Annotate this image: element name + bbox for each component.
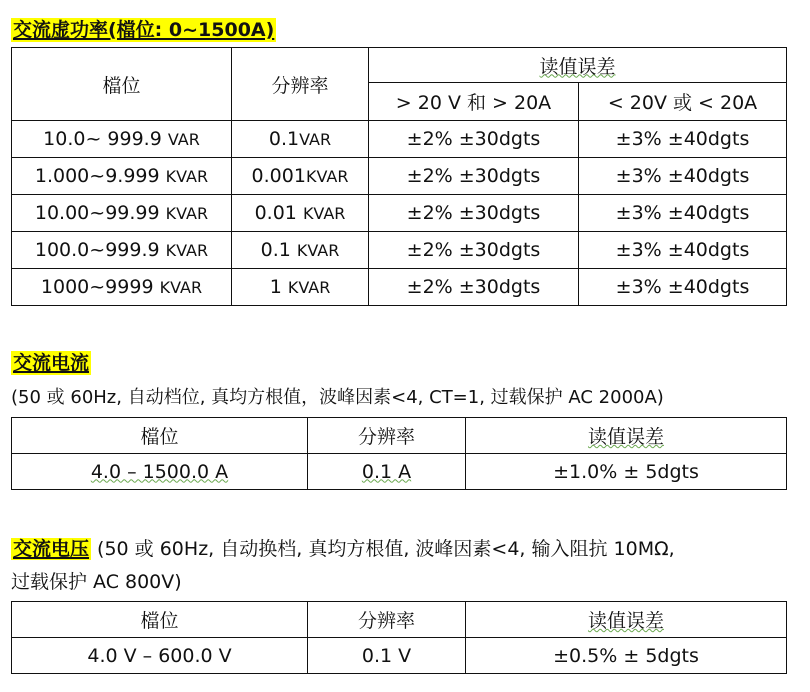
table-row [12, 232, 787, 269]
var-range-cell: 1.000~9.999 KVAR [12, 158, 232, 195]
var-acc-low-cell: ±3% ±40dgts [579, 269, 787, 306]
var-range-cell: 10.0~ 999.9 VAR [12, 121, 232, 158]
current-range-cell: 4.0 – 1500.0 A [12, 454, 308, 490]
var-acc-high-cell: ±2% ±30dgts [369, 269, 579, 306]
current-section-title: 交流电流 [13, 352, 90, 374]
voltage-section-note-line1: (50 或 60Hz, 自动换档, 真均方根值, 波峰因素<4, 输入阻抗 10MΩ, [91, 538, 675, 560]
current-resolution-cell: 0.1 A [308, 454, 466, 490]
var-acc-low-cell: ±3% ±40dgts [579, 232, 787, 269]
var-acc-high-cell: ±2% ±30dgts [369, 195, 579, 232]
var-acc-low-cell: ±3% ±40dgts [579, 121, 787, 158]
current-header-resolution: 分辨率 [308, 418, 466, 454]
table-row [12, 269, 787, 306]
voltage-header-resolution: 分辨率 [308, 602, 466, 638]
var-acc-high-cell: ±2% ±30dgts [369, 232, 579, 269]
var-resolution-cell: 0.1 KVAR [232, 232, 369, 269]
var-acc-high-cell: ±2% ±30dgts [369, 158, 579, 195]
current-table [11, 417, 787, 490]
var-header-resolution: 分辨率 [232, 48, 369, 121]
var-acc-low-cell: ±3% ±40dgts [579, 195, 787, 232]
current-header-accuracy: 读值误差 [466, 418, 787, 454]
voltage-table [11, 601, 787, 674]
var-range-cell: 1000~9999 KVAR [12, 269, 232, 306]
table-row [12, 121, 787, 158]
var-section-title: 交流虚功率(檔位: 0~1500A) [13, 19, 275, 41]
table-row [12, 638, 787, 674]
current-accuracy-cell: ±1.0% ± 5dgts [466, 454, 787, 490]
var-resolution-cell: 1 KVAR [232, 269, 369, 306]
voltage-header-accuracy: 读值误差 [466, 602, 787, 638]
voltage-section-header [11, 537, 675, 561]
var-header-accuracy: 读值误差 [369, 48, 787, 83]
var-acc-low-cell: ±3% ±40dgts [579, 158, 787, 195]
voltage-section-note-line2: 过载保护 AC 800V) [11, 571, 182, 593]
var-resolution-cell: 0.01 KVAR [232, 195, 369, 232]
voltage-accuracy-cell: ±0.5% ± 5dgts [466, 638, 787, 674]
var-resolution-cell: 0.1VAR [232, 121, 369, 158]
current-section-note: (50 或 60Hz, 自动档位, 真均方根值，波峰因素<4, CT=1, 过载保护 AC 2000A) [11, 387, 664, 408]
table-row [12, 454, 787, 490]
voltage-range-cell: 4.0 V – 600.0 V [12, 638, 308, 674]
var-table [11, 47, 787, 306]
var-acc-high-cell: ±2% ±30dgts [369, 121, 579, 158]
voltage-header-range: 檔位 [12, 602, 308, 638]
voltage-section-title: 交流电压 [13, 538, 90, 560]
table-row [12, 195, 787, 232]
current-header-range: 檔位 [12, 418, 308, 454]
var-header-acc-high: > 20 V 和 > 20A [369, 83, 579, 121]
table-row [12, 158, 787, 195]
var-range-cell: 100.0~999.9 KVAR [12, 232, 232, 269]
voltage-resolution-cell: 0.1 V [308, 638, 466, 674]
var-resolution-cell: 0.001KVAR [232, 158, 369, 195]
var-header-acc-low: < 20V 或 < 20A [579, 83, 787, 121]
var-header-range: 檔位 [12, 48, 232, 121]
var-range-cell: 10.00~99.99 KVAR [12, 195, 232, 232]
